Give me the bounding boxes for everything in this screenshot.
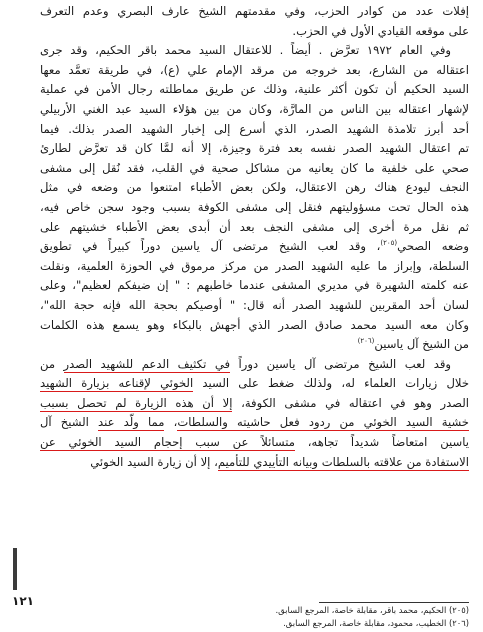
text-line: النجف ليودع هناك رهن الاعتقال، ولكن بعض الأطباء امتنعوا من وضعه في مثل xyxy=(40,180,469,195)
text-line: اعتقاله من الشارع، بعد خروجه من مرقد الإمام علي (ع)، في طريقة تعمَّد معها xyxy=(40,62,469,77)
text-line: الاستفادة من علاقته بالسلطات وبيانه التأييدي للتأميم، إلا أن زيارة السيد الخوئي xyxy=(90,454,469,469)
text-line: وكان معه السيد محمد صادق الصدر الذي أجهش بالبكاء وهو يسمع هذه الكلمات xyxy=(40,317,469,332)
underlined-phrase: في تكثيف الدعم للشهيد الصدر xyxy=(63,356,231,371)
text-line: لسان أحد المقربين للشهيد الصدر أنه قال: " أوصيكم بحجة الله فإنه حجة الله"، xyxy=(40,297,469,312)
paragraph-2 xyxy=(40,41,469,355)
text-line: صحي على خلفية ما كان يعانيه من مشاكل صحية في القلب، فقد نُقل إلى مشفى xyxy=(40,160,469,175)
underlined-phrase: إلا أن هذه الزيارة لم تحصل بسبب xyxy=(40,395,233,410)
underlined-phrase: مما ولَّد عند xyxy=(98,415,165,430)
text-fragment: وضعه الصحي xyxy=(397,239,469,254)
footnote-205: (٢٠٥) الحكيم، محمد باقر، مقابلة خاصة، المرجع السابق. xyxy=(275,605,469,615)
underlined-phrase: الاستفادة من علاقته بالسلطات وبيانه التأييدي للتأميم xyxy=(217,454,469,469)
text-line: على موقعه القيادي الأول في الحزب. xyxy=(292,23,469,38)
page-number: ١٢١ xyxy=(12,594,34,608)
text-line: خلال زيارات العلماء له، ولذلك ضغط على السيد الخوئي لإقناعه بزيارة الشهيد xyxy=(40,376,469,391)
text-line: السيد الحكيم أن تكون أكثر علنية، وذلك عن طريق مماطلته رجال الأمن في عملية xyxy=(40,82,469,97)
text-fragment: ، وقد لعب الشيخ مرتضى آل ياسين دوراً كبيراً في تطويق xyxy=(40,239,381,254)
text-line: هذه الحال تحت مسؤوليتهم فنقل إلى مشفى الكوفة بسبب وجود سجن خاص فيه، xyxy=(40,199,469,214)
text-line xyxy=(40,237,469,257)
footnote-ref-206[interactable]: (٢٠٦) xyxy=(357,337,375,346)
paragraph-3 xyxy=(40,355,469,473)
footnote-divider xyxy=(319,602,469,603)
underlined-phrase: متسائلاً عن سبب إحجام السيد الخوئي عن xyxy=(40,435,295,450)
text-line: ثم نقل مرة أخرى إلى مشفى النجف بعد أن أبدى بعض الأطباء خشيتهم على xyxy=(40,219,469,234)
text-line: تم اعتقال الشهيد الصدر نفسه بعد فترة وجيزة، إلا أنه لمَّا كان قد تعرَّض لطارئ xyxy=(40,141,469,156)
text-fragment: من الشيخ آل ياسين xyxy=(374,337,469,352)
text-line: عنه كلمته الشهيرة في مديري المشفى عندما خاطبهم : " إن ضيفكم لعظيم"، وعلى xyxy=(40,278,469,293)
text-line xyxy=(40,335,469,355)
text-line: السلطة، وإبراز ما عليه الشهيد الصدر من مركز مرموق في الحوزة العلمية، ونقلت xyxy=(40,258,469,273)
text-line: إفلات عدد من كوادر الحزب، وفي مقدمتهم الشيخ عارف البصري وعدم التعرف xyxy=(40,4,469,18)
body-text xyxy=(40,2,469,472)
text-line: لإشهار اعتقاله بين الناس من المارَّة، وكان من بين هؤلاء السيد عبد الغني الأربيلي xyxy=(40,101,469,116)
underlined-phrase: الخوئي لإقناعه بزيارة الشهيد xyxy=(40,376,194,391)
footnote-206: (٢٠٦) الخطيب، محمود، مقابلة خاصة، المرجع السابق. xyxy=(283,618,469,628)
text-line: خشية السيد الخوئي من ردود فعل حاشيته والسلطات، مما ولَّد عند الشيخ آل xyxy=(40,415,469,430)
text-line: وقد لعب الشيخ مرتضى آل ياسين دوراً في تكثيف الدعم للشهيد الصدر من xyxy=(40,356,451,371)
text-line: ياسين امتعاضاً شديداً تجاهه، متسائلاً عن سبب إحجام السيد الخوئي عن xyxy=(40,435,469,450)
footnote-ref-205[interactable]: (٢٠٥) xyxy=(380,239,398,248)
paragraph-1 xyxy=(40,2,469,41)
margin-bar xyxy=(13,548,17,590)
text-line: الصدر وهو في اعتقاله في مشفى الكوفة، إلا أن هذه الزيارة لم تحصل بسبب xyxy=(40,395,469,410)
text-line: وفي العام ١٩٧٢ تعرَّض . أيضاً . للاعتقال السيد محمد باقر الحكيم، وقد جرى xyxy=(40,43,452,58)
text-line: أحد أبرز تلامذة الشهيد الصدر، الذي أسرع إلى إخبار الشهيد الصدر بذلك. فيما xyxy=(40,121,469,136)
underlined-phrase: خشية السيد الخوئي من ردود فعل حاشيته والسلطات xyxy=(177,415,469,430)
footnotes xyxy=(276,604,470,630)
